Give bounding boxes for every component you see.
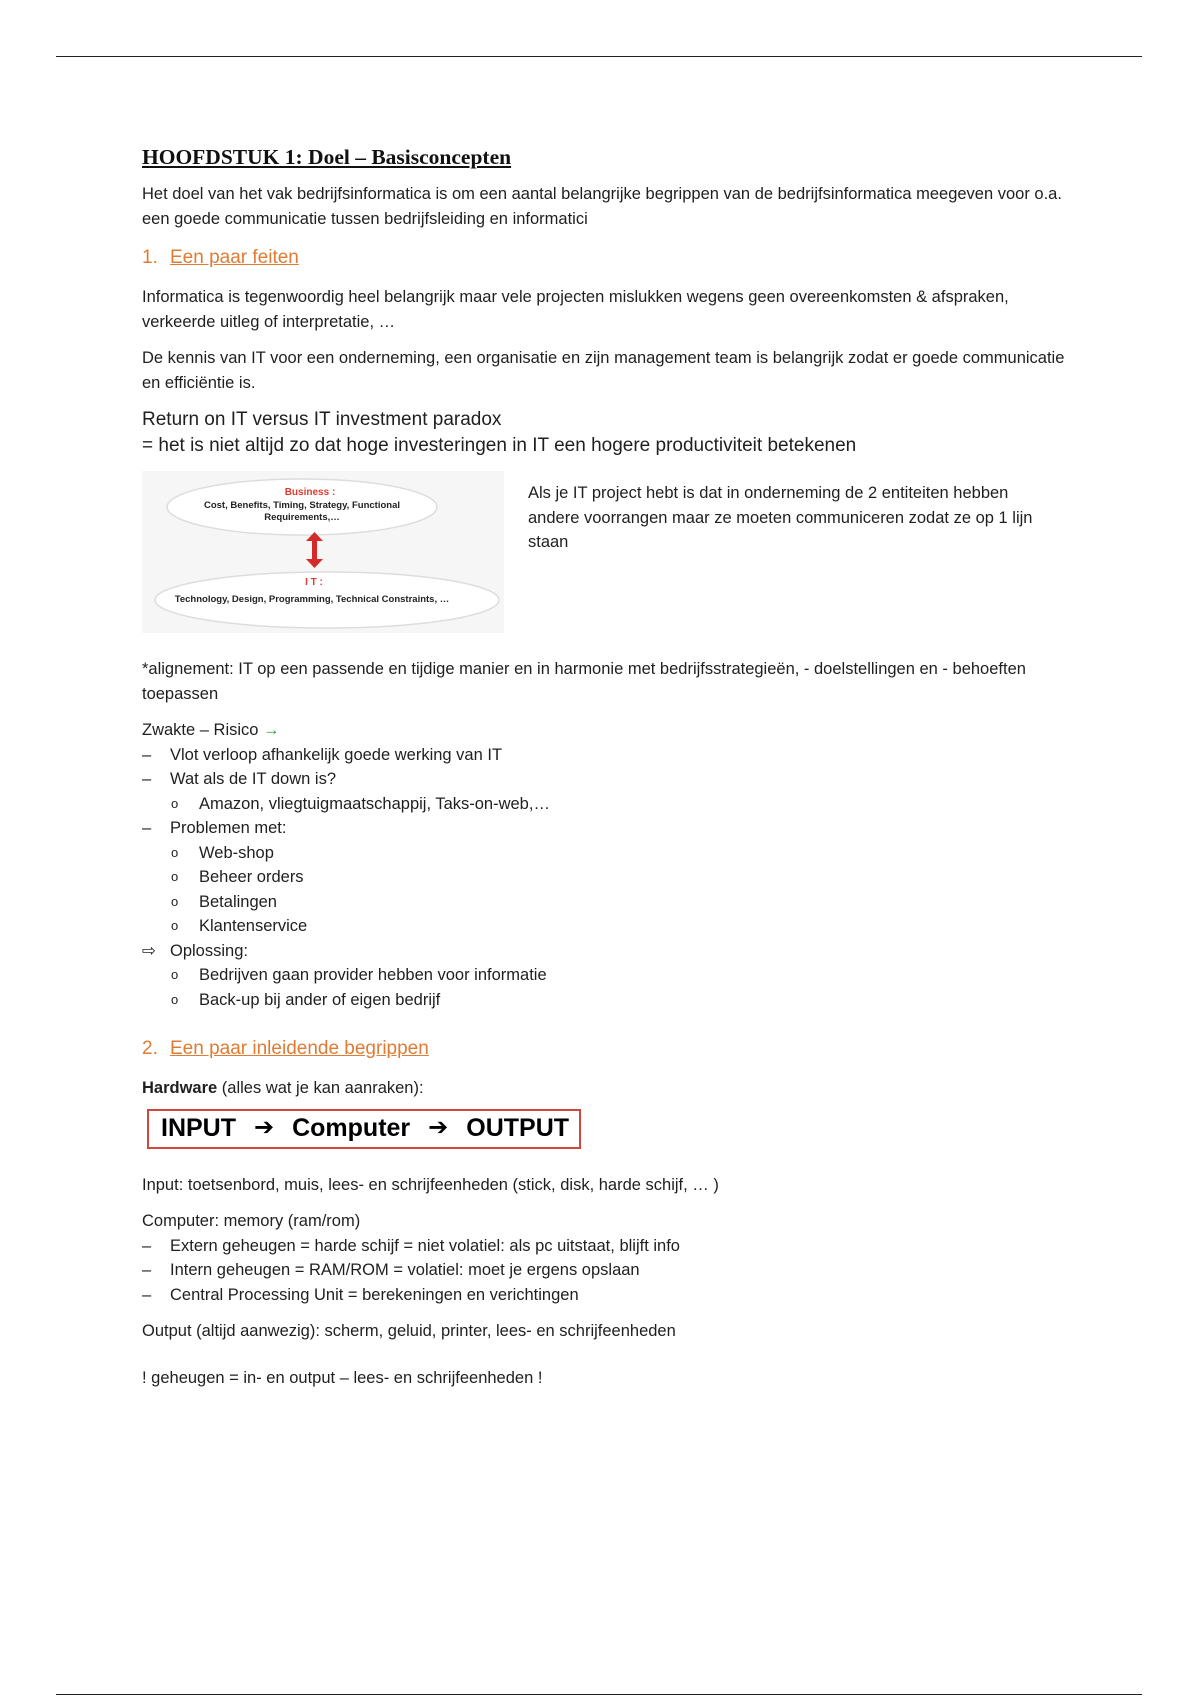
circle-bullet: o: [171, 869, 179, 884]
list-item: [142, 841, 1082, 866]
section-title: Een paar feiten: [170, 247, 299, 268]
solution-label: Oplossing:: [170, 941, 248, 960]
risk-list: [142, 743, 1082, 792]
list-item-text: Central Processing Unit = berekeningen en verichtingen: [170, 1285, 579, 1304]
list-item-text: Extern geheugen = harde schijf = niet volatiel: als pc uitstaat, blijft info: [170, 1236, 680, 1255]
business-label: Business :: [284, 487, 336, 498]
arrow-right-icon: →: [263, 721, 280, 739]
header-rule: [56, 56, 1142, 57]
list-item-text: Amazon, vliegtuigmaatschappij, Taks-on-web,…: [199, 794, 550, 813]
circle-bullet: o: [171, 967, 179, 982]
io-computer: Computer: [292, 1114, 411, 1143]
section-number: 1.: [142, 247, 158, 268]
alignment-paragraph: *alignement: IT op een passende en tijdige manier en in harmonie met bedrijfsstrategieën, - doelstellingen en - behoeften toepassen: [142, 660, 1026, 703]
it-label: I T :: [305, 577, 323, 588]
section-title: Een paar inleidende begrippen: [170, 1038, 429, 1059]
facts-paragraph-1: Informatica is tegenwoordig heel belangrijk maar vele projecten mislukken wegens geen overeenkomsten & afspraken, verkeerde uitleg of interpretatie, …: [142, 288, 1009, 331]
list-item-text: Back-up bij ander of eigen bedrijf: [199, 990, 441, 1009]
risk-heading-text: Zwakte – Risico: [142, 721, 259, 739]
section-heading-1: [142, 245, 1082, 271]
hardware-term: Hardware: [142, 1079, 218, 1097]
input-line: Input: toetsenbord, muis, lees- en schrijfeenheden (stick, disk, harde schijf, … ): [142, 1175, 719, 1194]
double-arrow-icon: [306, 532, 323, 568]
solutions-list: [142, 963, 1082, 1012]
problems-label: Problemen met:: [170, 819, 287, 837]
list-item-text: Bedrijven gaan provider hebben voor informatie: [199, 966, 547, 984]
arrow-right-icon: ➔: [254, 1114, 275, 1142]
list-item: [142, 939, 1082, 964]
spacer: [142, 1344, 1082, 1366]
paradox-title: Return on IT versus IT investment paradox: [142, 409, 502, 430]
hardware-description: (alles wat je kan aanraken):: [217, 1079, 424, 1097]
computer-list: [142, 1234, 1082, 1308]
list-item: [142, 1258, 1082, 1283]
list-item-text: Vlot verloop afhankelijk goede werking van IT: [170, 745, 503, 764]
business-it-diagram: [142, 471, 504, 633]
arrow-right-icon: ➔: [428, 1114, 449, 1142]
section-number: 2.: [142, 1038, 158, 1059]
document-page: [142, 143, 1082, 1390]
list-item: [142, 743, 1082, 768]
dash-bullet: –: [142, 819, 152, 837]
hollow-arrow-icon: ⇨: [142, 941, 156, 960]
list-item-text: Wat als de IT down is?: [170, 770, 336, 788]
computer-line: Computer: memory (ram/rom): [142, 1212, 361, 1230]
list-item: [142, 865, 1082, 890]
business-text-2: Requirements,…: [264, 512, 340, 523]
circle-bullet: o: [171, 893, 179, 909]
list-item: [142, 1234, 1082, 1259]
list-item: [142, 1283, 1082, 1308]
intro-paragraph: Het doel van het vak bedrijfsinformatica is om een aantal belangrijke begrippen van de bedrijfsinformatica meegeven voor o.a. een goede communicatie tussen bedrijfsleiding en informatici: [142, 185, 1062, 228]
list-item: [142, 988, 1082, 1013]
list-item-text: Intern geheugen = RAM/ROM = volatiel: moet je ergens opslaan: [170, 1261, 640, 1279]
problems-heading-list: [142, 816, 1082, 841]
facts-paragraph-2: De kennis van IT voor een onderneming, een organisatie en zijn management team is belangrijk zodat er goede communicatie en efficiëntie is.: [142, 349, 1065, 392]
list-item: [142, 792, 1082, 817]
list-item: [142, 816, 1082, 841]
dash-bullet: –: [142, 1236, 152, 1255]
paradox-definition: = het is niet altijd zo dat hoge investeringen in IT een hogere productiviteit betekenen: [142, 435, 857, 456]
chapter-title: HOOFDSTUK 1: Doel – Basisconcepten: [142, 145, 512, 169]
list-item: [142, 914, 1082, 939]
figure-row: [142, 471, 1082, 633]
memory-note: ! geheugen = in- en output – lees- en schrijfeenheden !: [142, 1368, 543, 1387]
dash-bullet: –: [142, 770, 152, 788]
list-item: [142, 963, 1082, 988]
list-item: [142, 890, 1082, 915]
circle-bullet: o: [171, 991, 179, 1007]
hardware-line: [142, 1076, 1082, 1101]
list-item-text: Beheer orders: [199, 868, 304, 886]
io-output: OUTPUT: [466, 1114, 570, 1143]
dash-bullet: –: [142, 745, 152, 764]
solution-heading-list: [142, 939, 1082, 964]
input-computer-output-box: [147, 1109, 581, 1149]
it-text: Technology, Design, Programming, Technical Constraints, …: [174, 594, 450, 605]
circle-bullet: o: [171, 844, 179, 860]
it-down-examples-list: [142, 792, 1082, 817]
list-item-text: Klantenservice: [199, 917, 308, 935]
problems-list: [142, 841, 1082, 939]
list-item-text: Betalingen: [199, 892, 277, 911]
dash-bullet: –: [142, 1285, 152, 1304]
list-item-text: Web-shop: [199, 843, 274, 862]
circle-bullet: o: [171, 795, 179, 811]
dash-bullet: –: [142, 1261, 152, 1279]
circle-bullet: o: [171, 918, 179, 933]
section-heading-2: [142, 1036, 1082, 1062]
risk-heading: [142, 718, 1082, 743]
business-it-svg: [142, 471, 504, 633]
footer-rule: [56, 1694, 1142, 1695]
output-line: Output (altijd aanwezig): scherm, geluid, printer, lees- en schrijfeenheden: [142, 1322, 676, 1340]
io-input: INPUT: [161, 1114, 236, 1143]
list-item: [142, 767, 1082, 792]
diagram-caption: Als je IT project hebt is dat in onderneming de 2 entiteiten hebben andere voorrangen maar ze moeten communiceren zodat ze op 1 lijn staan: [528, 484, 1033, 551]
business-text-1: Cost, Benefits, Timing, Strategy, Functional: [203, 500, 401, 511]
